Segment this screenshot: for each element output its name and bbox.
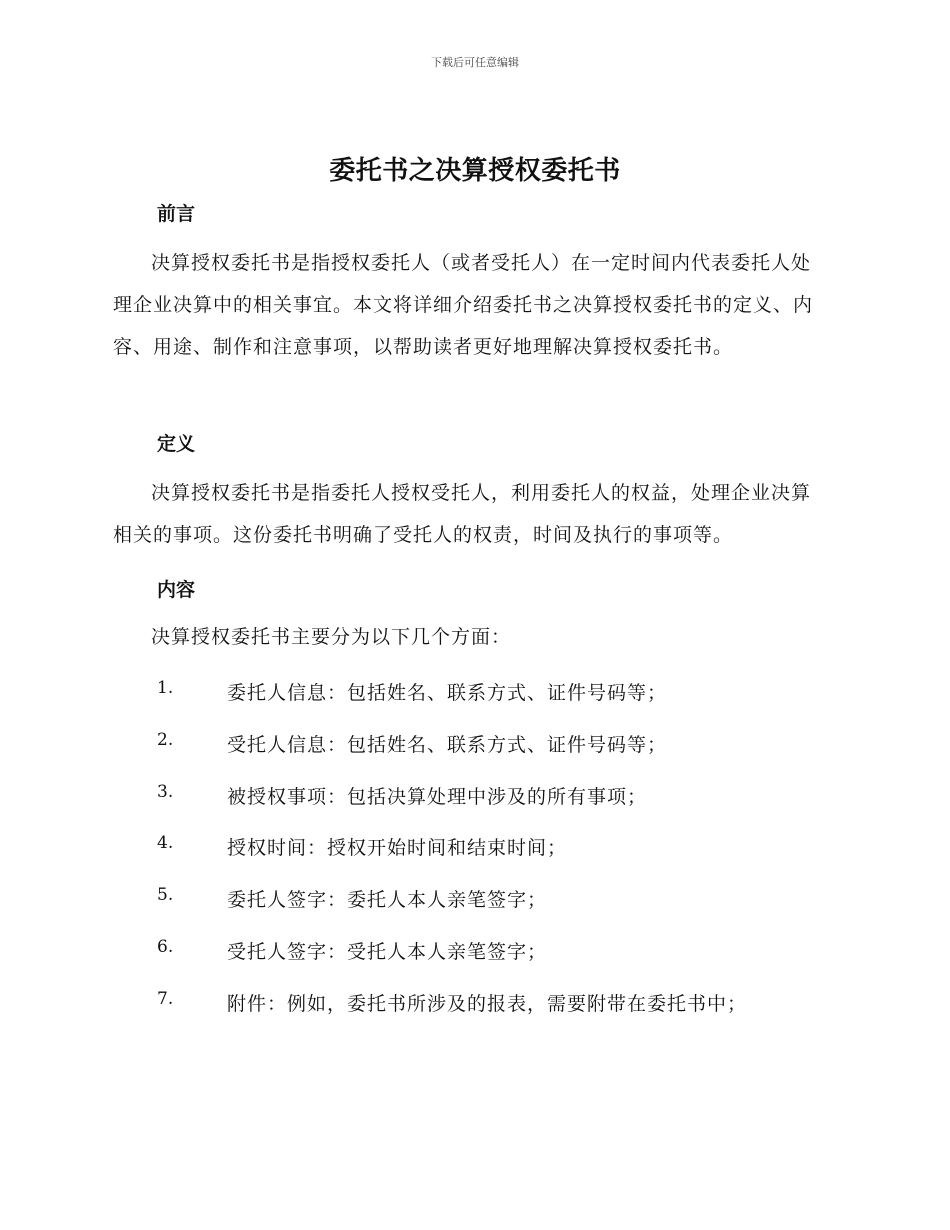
page-header: 下载后可任意编辑 bbox=[431, 56, 519, 69]
list-item-text: 被授权事项：包括决算处理中涉及的所有事项； bbox=[227, 786, 648, 808]
section-heading-preface: 前言 bbox=[157, 203, 196, 225]
list-item-text: 授权时间：授权开始时间和结束时间； bbox=[227, 837, 568, 859]
content-intro: 决算授权委托书主要分为以下几个方面： bbox=[151, 626, 512, 648]
list-item-text: 受托人信息：包括姓名、联系方式、证件号码等； bbox=[227, 734, 668, 756]
document-title: 委托书之决算授权委托书 bbox=[329, 156, 621, 186]
list-item-number: 5. bbox=[157, 885, 174, 905]
list-item-text: 委托人签字：委托人本人亲笔签字； bbox=[227, 889, 548, 911]
list-item-text: 委托人信息：包括姓名、联系方式、证件号码等； bbox=[227, 682, 668, 704]
definition-paragraph: 决算授权委托书是指委托人授权受托人，利用委托人的权益，处理企业决算相关的事项。这份委托书明确了受托人的权责，时间及执行的事项等。 bbox=[113, 482, 812, 546]
section-heading-definition: 定义 bbox=[157, 433, 196, 455]
preface-paragraph: 决算授权委托书是指授权委托人（或者受托人）在一定时间内代表委托人处理企业决算中的相关事宜。本文将详细介绍委托书之决算授权委托书的定义、内容、用途、制作和注意事项，以帮助读者更好地理解决算授权委托书。 bbox=[113, 252, 814, 358]
list-item-number: 3. bbox=[157, 782, 174, 802]
list-item-text: 附件：例如，委托书所涉及的报表，需要附带在委托书中； bbox=[227, 993, 748, 1015]
section-heading-content: 内容 bbox=[157, 579, 196, 601]
list-item-number: 1. bbox=[157, 678, 174, 698]
list-item-number: 6. bbox=[157, 937, 174, 957]
list-item-text: 受托人签字：受托人本人亲笔签字； bbox=[227, 941, 548, 963]
list-item-number: 4. bbox=[157, 833, 174, 853]
list-item-number: 7. bbox=[157, 989, 174, 1009]
list-item-number: 2. bbox=[157, 730, 174, 750]
